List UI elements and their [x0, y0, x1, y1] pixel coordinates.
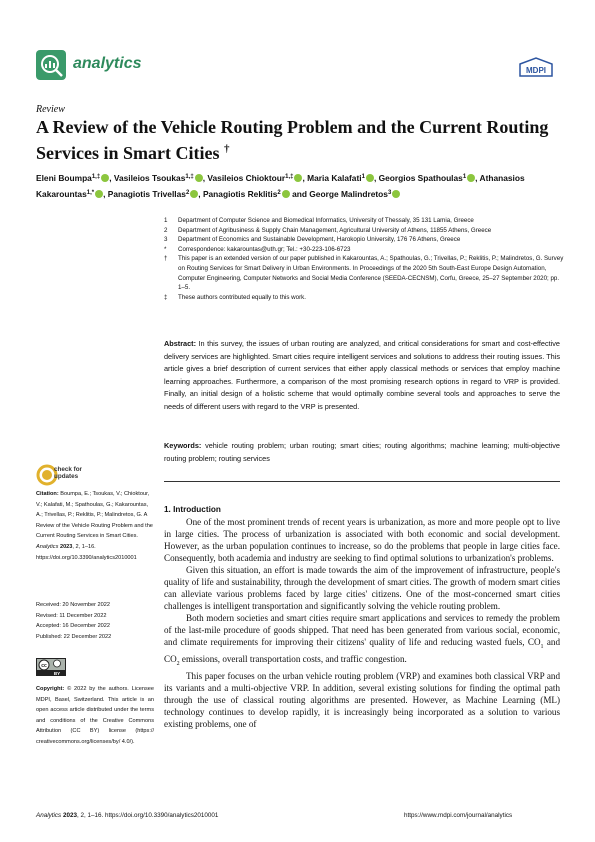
- author: [307, 173, 374, 183]
- author-name: Vasileios Chioktour: [207, 173, 286, 183]
- affiliation: [164, 226, 564, 236]
- author-list: Eleni Boumpa$^{1,\ddagger}$ , Vasileios Tsoukas$^{1,\ddagger}$ , Vasileios Chioktour$^{1,\ddagger}$ , Maria Kalafati$^1$ , Georgios Spathoulas$^1$ , Athanasios Kakarountas$^{1,*}$ , Panagiotis Trivellas$^2$ , Panagiotis Reklitis$^2$ and George Malindretos$^3$: [36, 173, 525, 199]
- title-mark: †: [223, 143, 230, 155]
- citation-text: Boumpa, E.; Tsoukas, V.; Chioktour, V.; Kalafati, M.; Spathoulas, G.; Kakarountas, A.; Trivellas, P.; Reklitis, P.; Malindretos, G. A Review of the Vehicle Routing Problem and the Current Routing Services in Smart Cities.: [36, 491, 153, 540]
- keywords-text: vehicle routing problem; urban routing; smart cities; routing algorithms; machine learning; multi-objective routing problem; routing services: [164, 441, 560, 463]
- paper-title: [36, 116, 556, 164]
- orcid-icon[interactable]: [294, 174, 302, 182]
- affiliation-mark: 1: [164, 217, 168, 224]
- cc-by-text: BY: [53, 670, 61, 676]
- accepted-date: Accepted: 16 December 2022: [36, 623, 111, 630]
- journal-name: analytics: [73, 55, 142, 72]
- p3-part-b: and CO: [164, 637, 560, 664]
- citation-label: Citation:: [36, 491, 59, 497]
- section-heading: 1. Introduction: [164, 505, 221, 514]
- mdpi-logo-icon: [516, 56, 556, 82]
- footer-url[interactable]: https://www.mdpi.com/journal/analytics: [404, 812, 513, 819]
- intro-paragraph-3: [164, 612, 560, 670]
- section-divider: [164, 481, 560, 482]
- p3-sub-1: 1: [540, 643, 544, 650]
- author-affiliation-mark: 2: [277, 190, 281, 196]
- affiliation: [164, 216, 564, 226]
- mdpi-logo-text: MDPI: [526, 66, 546, 75]
- orcid-icon[interactable]: [101, 174, 109, 182]
- affiliation: [164, 245, 564, 255]
- orcid-icon[interactable]: [95, 190, 103, 198]
- author-affiliation-mark: 2: [185, 190, 190, 196]
- footer-journal: Analytics: [36, 812, 62, 819]
- author: [379, 173, 476, 183]
- author-name: Athanasios Kakarountas: [36, 173, 525, 199]
- check-updates-line1: check for: [54, 466, 82, 473]
- introduction-body: [164, 516, 560, 730]
- copyright-block: [36, 684, 154, 748]
- journal-logo-icon: [36, 50, 66, 80]
- revised-date: Revised: 11 December 2022: [36, 612, 107, 619]
- footer-year: 2023: [62, 812, 77, 819]
- check-for-updates-badge[interactable]: [36, 464, 96, 486]
- author-affiliation-mark: 3: [387, 190, 392, 196]
- cc-license-icon[interactable]: [36, 658, 66, 676]
- affiliation-text: Correspondence: kakarountas@uth.gr; Tel.: +30-223-106-6723: [178, 245, 351, 253]
- author-name: Eleni Boumpa: [36, 173, 92, 183]
- orcid-icon[interactable]: [282, 190, 290, 198]
- orcid-icon[interactable]: [190, 190, 198, 198]
- affiliation-mark: 3: [164, 236, 168, 244]
- p3-sub-2: 2: [176, 660, 180, 667]
- dates-block: [36, 600, 154, 642]
- affiliation: [164, 254, 564, 292]
- abstract-text: In this survey, the issues of urban routing are analyzed, and critical considerations for smart and cost-effective delivery services are highlighted. Smart cities require intelligent services and solutions to address their routing issues. This article gives a brief description of current services that either apply classical methods or services that employ machine learning approaches. Furthermore, a comparison of the most promising research options in regard to VRP is provided. Finally, an initial design of a holistic scheme that would optimally combine several tools and approaches to serve the needs of different users with regard to the VRP is presented.: [164, 339, 560, 411]
- copyright-label: Copyright:: [36, 686, 65, 692]
- author-name: George Malindretos: [309, 189, 388, 199]
- author-name: Maria Kalafati: [307, 173, 362, 183]
- author-name: Georgios Spathoulas: [378, 173, 463, 183]
- author: [207, 173, 302, 183]
- orcid-icon[interactable]: [366, 174, 374, 182]
- affiliation-mark: †: [164, 255, 168, 263]
- intro-paragraph-1: One of the most prominent trends of recent years is urbanization, as more and more people opt to live in large cities. The process of urbanization is associated with both economic and social development. However, as the urban population continues to increase, so do the problems that people in large cities face. Consequently, both academia and industry are seeking to find optimal solutions to urbanization's problems.: [164, 517, 560, 563]
- affiliation-text: Department of Agribusiness & Supply Chain Management, Agricultural University of Athens, 11855 Athens, Greece: [178, 226, 492, 234]
- affiliation-mark: ‡: [164, 293, 168, 301]
- author-name: Vasileios Tsoukas: [113, 173, 186, 183]
- author-affiliation-mark: 1,‡: [91, 174, 101, 180]
- intro-paragraph-2: Given this situation, an effort is made towards the aim of the improvement of infrastructure, people's quality of life and sustainability, through the development of smart cities. The growth of modern smart cities can alleviate various problems faced by large cities' citizens. One of the most-concerned smart cities challenges is intelligent transportation and significantly solving the vehicle routing problem.: [164, 565, 560, 611]
- affiliation-text: Department of Economics and Sustainable Development, Harokopio University, 176 76 Athens, Greece: [178, 236, 461, 244]
- affiliation-text: These authors contributed equally to this work.: [178, 293, 306, 301]
- affiliation-text: This paper is an extended version of our paper published in Kakarountas, A.; Spathoulas, G.; Trivellas, P.; Reklitis, P.; Malindretos, G. Survey on Routing Services for Smart Delivery in Urban Environments. In Proceedings of the 2020 5th South-East Europe Design Automation, Computer Engineering, Computer Networks and Social Media Conference (SEEDA-CECNSM), Corfu, Greece, 25–27 September 2020; pp. 1–5.: [178, 255, 564, 292]
- author-affiliation-mark: 1,*: [86, 190, 95, 196]
- author-affiliation-mark: 1: [361, 174, 365, 180]
- affiliation-mark: *: [164, 245, 167, 253]
- author-affiliation-mark: 1,‡: [285, 174, 294, 180]
- copyright-text: © 2022 by the authors. Licensee MDPI, Basel, Switzerland. This article is an open access article distributed under the terms and conditions of the Creative Commons Attribution (CC BY) license (https:// creativecommons.org/licenses/by/ 4.0/).: [36, 686, 154, 745]
- author-affiliation-mark: 1: [462, 174, 467, 180]
- author: [309, 189, 400, 199]
- p3-part-a: Both modern societies and smart cities require smart applications and services to remedy the problem of the last-mile procedure of goods shipped. That need has been generated from various social, economic, and climate requirements for improving their citizens' quality of life and reducing wasted fuels, CO: [164, 613, 560, 647]
- author: [36, 173, 109, 183]
- orcid-icon[interactable]: [467, 174, 475, 182]
- author: [203, 189, 290, 199]
- footer-doi[interactable]: , 2, 1–16. https://doi.org/10.3390/analytics2010001: [76, 812, 219, 819]
- author: [114, 173, 203, 183]
- check-updates-line2: updates: [54, 473, 79, 481]
- keywords-label: Keywords:: [164, 441, 202, 450]
- author-affiliation-mark: 1,‡: [185, 174, 194, 180]
- p3-part-c: emissions, overall transportation costs, and traffic congestion.: [179, 653, 407, 664]
- title-text: A Review of the Vehicle Routing Problem and the Current Routing Services in Smart Cities: [36, 117, 549, 163]
- orcid-icon[interactable]: [392, 190, 400, 198]
- author-name: Panagiotis Reklitis: [202, 189, 278, 199]
- citation-block: [36, 489, 154, 563]
- received-date: Received: 20 November 2022: [36, 602, 111, 608]
- citation-journal: Analytics: [36, 543, 59, 550]
- affiliations: [164, 216, 564, 302]
- affiliation-text: Department of Computer Science and Biomedical Informatics, University of Thessaly, 35 131 Lamia, Greece: [178, 217, 474, 224]
- article-type: Review: [36, 104, 65, 115]
- intro-paragraph-4: This paper focuses on the urban vehicle routing problem (VRP) and examines both classical VRP and its variants and a multi-objective VRP. In addition, several existing solutions for finding the optimal path through the use of classical routing algorithms are presented. However, as Machine Learning (ML) technology continues to develop rapidly, it is increasingly being incorporated as a solution to various existing problems, one of: [164, 670, 560, 729]
- author: [108, 189, 199, 199]
- published-date: Published: 22 December 2022: [36, 633, 112, 640]
- affiliation: [164, 293, 564, 303]
- footer-citation: [36, 812, 218, 819]
- affiliation: [164, 235, 564, 245]
- orcid-icon[interactable]: [195, 174, 203, 182]
- author-name: Panagiotis Trivellas: [107, 189, 186, 199]
- abstract: [164, 338, 560, 413]
- affiliation-mark: 2: [164, 226, 168, 234]
- abstract-label: Abstract:: [164, 339, 197, 348]
- cc-text: cc: [41, 663, 47, 669]
- keywords: [164, 440, 560, 465]
- citation-tail[interactable]: , 2, 1–16. https://doi.org/10.3390/analytics2010001: [36, 543, 137, 561]
- citation-year: 2023: [59, 543, 73, 550]
